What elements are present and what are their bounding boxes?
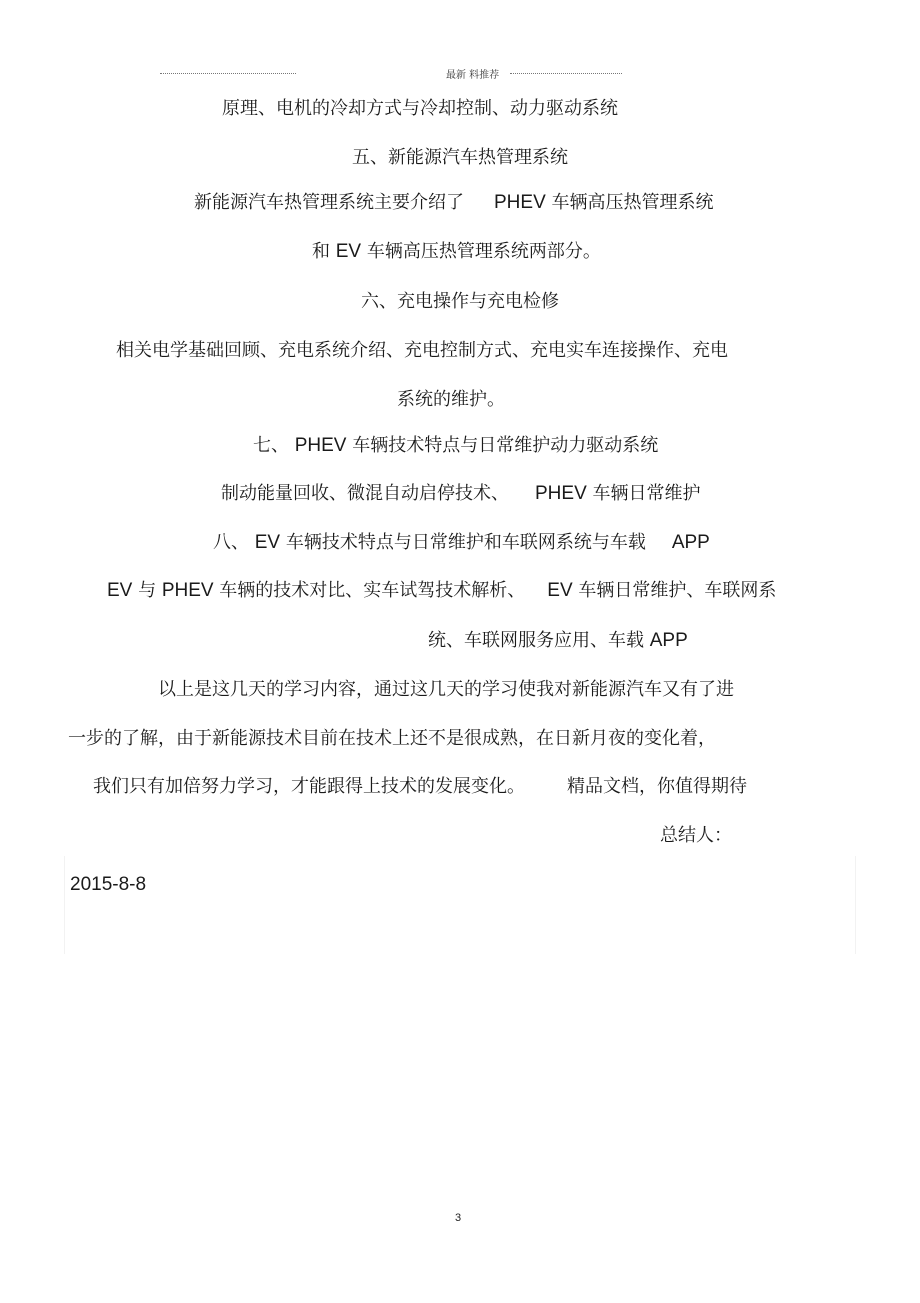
box-border-right	[855, 856, 856, 954]
text-line-12: 统、车联网服务应用、车载 APP	[428, 630, 688, 651]
page-header	[160, 66, 622, 80]
section-heading-6: 六、充电操作与充电检修	[361, 291, 559, 312]
section-heading-8: 八、 EV 车辆技术特点与日常维护和车联网系统与车载 APP	[213, 532, 710, 553]
header-text: 最新 料推荐	[446, 70, 500, 81]
section-heading-7: 七、 PHEV 车辆技术特点与日常维护动力驱动系统	[253, 435, 659, 456]
text-line-4: 和 EV 车辆高压热管理系统两部分。	[312, 241, 601, 262]
text-line-7: 系统的维护。	[397, 389, 505, 410]
text-line-14: 一步的了解，由于新能源技术目前在技术上还不是很成熟，在日新月夜的变化着，	[68, 728, 716, 749]
text-line-15: 我们只有加倍努力学习，才能跟得上技术的发展变化。 精品文档，你值得期待	[93, 776, 747, 797]
section-heading-5: 五、新能源汽车热管理系统	[352, 147, 568, 168]
date-text: 2015-8-8	[70, 874, 147, 895]
text-line-11: EV 与 PHEV 车辆的技术对比、实车试驾技术解析、 EV 车辆日常维护、车联网系	[107, 580, 777, 601]
header-dotted-rule-right	[510, 73, 622, 74]
page-number: 3	[455, 1212, 462, 1224]
text-line-6: 相关电学基础回顾、充电系统介绍、充电控制方式、充电实车连接操作、充电	[116, 340, 728, 361]
text-line-13: 以上是这几天的学习内容，通过这几天的学习使我对新能源汽车又有了进	[158, 679, 734, 700]
text-line-3: 新能源汽车热管理系统主要介绍了 PHEV 车辆高压热管理系统	[194, 192, 714, 213]
text-line-9: 制动能量回收、微混自动启停技术、 PHEV 车辆日常维护	[221, 483, 701, 504]
signature-label: 总结人：	[660, 825, 732, 846]
text-line-1: 原理、电机的冷却方式与冷却控制、动力驱动系统	[222, 98, 618, 119]
box-border-left	[64, 856, 65, 954]
header-dotted-rule-left	[160, 73, 296, 74]
